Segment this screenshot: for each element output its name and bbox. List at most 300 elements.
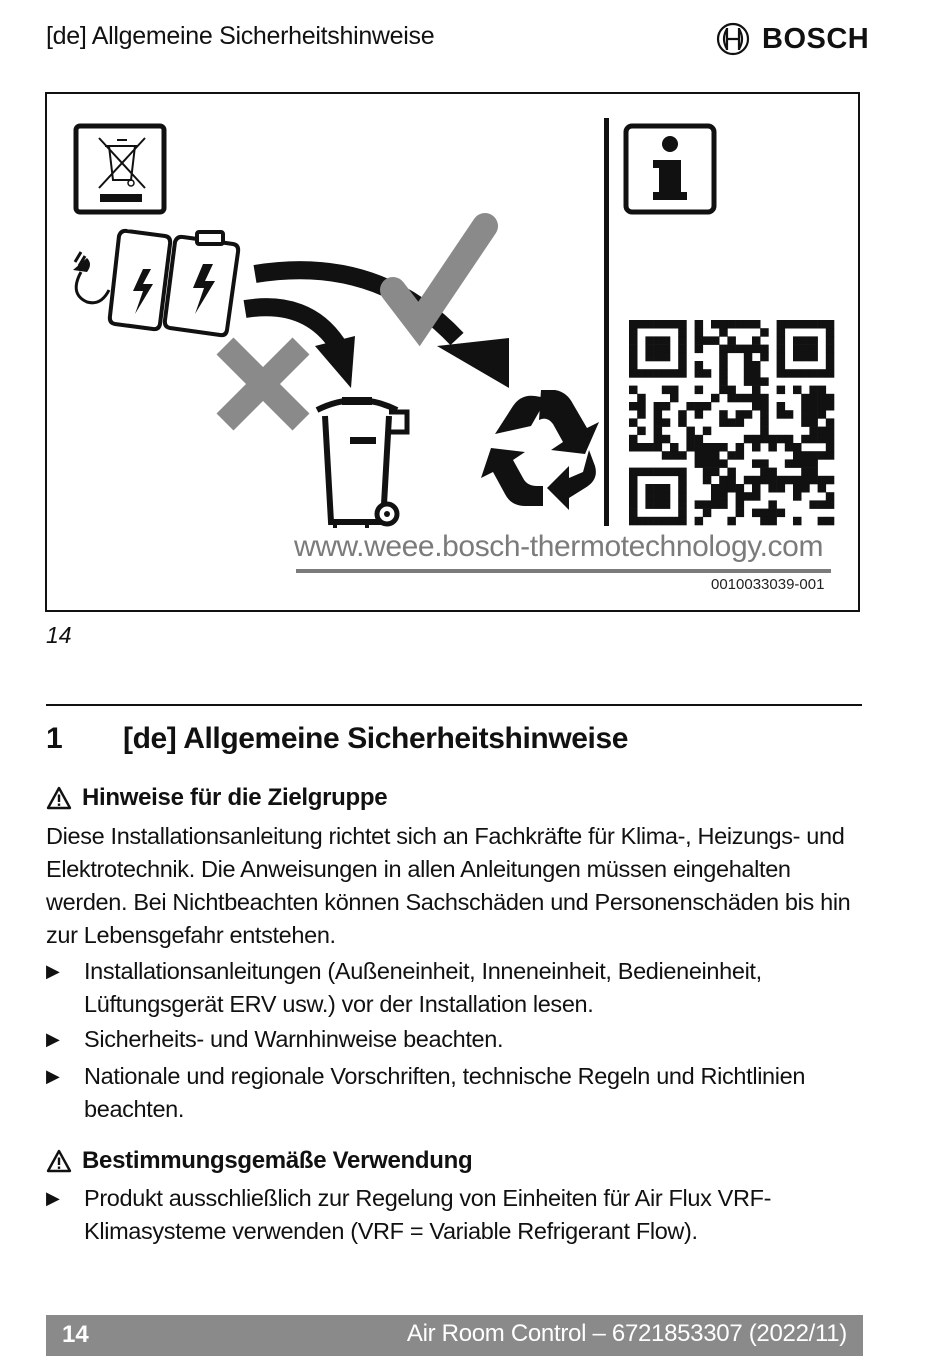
qr-module — [801, 468, 810, 477]
qr-module — [736, 345, 745, 354]
qr-module — [662, 336, 671, 345]
qr-module — [777, 484, 786, 493]
qr-module — [818, 394, 827, 403]
qr-module — [637, 369, 646, 378]
qr-module — [637, 320, 646, 329]
qr-module — [777, 353, 786, 362]
qr-module — [703, 369, 712, 378]
qr-module — [678, 500, 687, 509]
qr-module — [736, 418, 745, 427]
qr-module — [785, 369, 794, 378]
qr-module — [760, 435, 769, 444]
qr-module — [744, 476, 753, 485]
qr-module — [777, 369, 786, 378]
qr-module — [645, 369, 654, 378]
qr-module — [809, 353, 818, 362]
qr-module — [662, 369, 671, 378]
qr-module — [809, 369, 818, 378]
qr-module — [629, 369, 638, 378]
qr-module — [662, 320, 671, 329]
qr-module — [703, 468, 712, 477]
qr-module — [752, 435, 761, 444]
qr-module — [777, 328, 786, 337]
qr-module — [768, 443, 777, 452]
qr-module — [744, 377, 753, 386]
qr-module — [793, 476, 802, 485]
qr-module — [793, 320, 802, 329]
figure-number: 14 — [46, 622, 72, 648]
qr-module — [826, 320, 835, 329]
qr-module — [801, 369, 810, 378]
qr-module — [629, 418, 638, 427]
qr-module — [695, 435, 704, 444]
qr-module — [826, 361, 835, 370]
qr-module — [695, 443, 704, 452]
qr-module — [793, 336, 802, 345]
qr-module — [654, 353, 663, 362]
qr-module — [645, 517, 654, 526]
qr-module — [736, 451, 745, 460]
qr-module — [785, 459, 794, 468]
list-item-text: Installationsanleitungen (Außeneinheit, Inneneinheit, Bedieneinheit, Lüftungsgerät ERV usw.) vor der Installation lesen. — [84, 958, 762, 1017]
qr-module — [744, 492, 753, 501]
qr-module — [670, 386, 679, 395]
qr-module — [744, 361, 753, 370]
qr-module — [678, 509, 687, 517]
qr-module — [629, 476, 638, 485]
qr-module — [629, 509, 638, 517]
section-heading-intended-use — [46, 1147, 472, 1175]
qr-module — [629, 500, 638, 509]
qr-module — [662, 353, 671, 362]
qr-module — [801, 345, 810, 354]
qr-module — [760, 517, 769, 526]
qr-module — [662, 500, 671, 509]
qr-module — [678, 451, 687, 460]
qr-module — [670, 451, 679, 460]
weee-url[interactable]: www.weee.bosch-thermotechnology.com — [294, 530, 824, 563]
qr-module — [801, 435, 810, 444]
qr-module — [752, 492, 761, 501]
qr-module — [686, 443, 695, 452]
qr-module — [719, 328, 728, 337]
qr-module — [645, 345, 654, 354]
qr-module — [736, 509, 745, 517]
qr-module — [777, 476, 786, 485]
qr-module — [695, 402, 704, 411]
qr-module — [670, 394, 679, 403]
qr-module — [801, 451, 810, 460]
qr-module — [654, 484, 663, 493]
qr-module — [801, 394, 810, 403]
qr-module — [678, 492, 687, 501]
qr-module — [678, 418, 687, 427]
qr-module — [727, 386, 736, 395]
qr-module — [654, 402, 663, 411]
qr-module — [826, 427, 835, 436]
qr-module — [793, 353, 802, 362]
qr-module — [727, 517, 736, 526]
qr-module — [678, 320, 687, 329]
chapter-number: 1 — [46, 722, 63, 755]
qr-module — [785, 476, 794, 485]
qr-module — [826, 402, 835, 411]
qr-module — [752, 377, 761, 386]
qr-module — [777, 345, 786, 354]
qr-module — [637, 517, 646, 526]
qr-module — [678, 361, 687, 370]
qr-module — [736, 484, 745, 493]
battery-icon — [110, 231, 238, 335]
qr-module — [711, 484, 720, 493]
qr-module — [744, 435, 753, 444]
qr-module — [752, 443, 761, 452]
qr-module — [703, 427, 712, 436]
qr-module — [760, 345, 769, 354]
qr-module — [719, 418, 728, 427]
qr-module — [801, 476, 810, 485]
qr-module — [809, 410, 818, 419]
qr-module — [695, 500, 704, 509]
qr-module — [752, 402, 761, 411]
qr-module — [629, 484, 638, 493]
qr-module — [826, 345, 835, 354]
qr-module — [768, 517, 777, 526]
list-item — [46, 1182, 866, 1248]
qr-module — [719, 361, 728, 370]
qr-module — [768, 509, 777, 517]
qr-module — [645, 492, 654, 501]
qr-module — [768, 468, 777, 477]
qr-module — [793, 386, 802, 395]
qr-module — [793, 484, 802, 493]
qr-module — [826, 353, 835, 362]
qr-module — [736, 320, 745, 329]
qr-module — [752, 361, 761, 370]
qr-module — [777, 410, 786, 419]
section-paragraph: Diese Installationsanleitung richtet sich an Fachkräfte für Klima-, Heizungs- und Elektrotechnik. Die Anweisungen in allen Anleitungen müssen eingehalten werden. Bei Nichtbeachten können Sachschäden und Personenschäden bis hin zur Lebensgefahr entstehen. — [46, 823, 851, 948]
qr-module — [719, 443, 728, 452]
qr-module — [826, 476, 835, 485]
qr-module — [711, 500, 720, 509]
qr-module — [760, 468, 769, 477]
qr-module — [654, 468, 663, 477]
qr-module — [629, 361, 638, 370]
qr-module — [793, 459, 802, 468]
qr-module — [736, 394, 745, 403]
qr-module — [793, 451, 802, 460]
qr-module — [703, 509, 712, 517]
qr-module — [695, 369, 704, 378]
qr-module — [760, 459, 769, 468]
qr-module — [818, 484, 827, 493]
qr-module — [785, 443, 794, 452]
qr-module — [670, 468, 679, 477]
warning-triangle-icon — [46, 786, 72, 810]
qr-module — [826, 394, 835, 403]
qr-module — [695, 336, 704, 345]
qr-module — [654, 443, 663, 452]
weee-disposal-figure — [45, 92, 860, 612]
qr-module — [809, 435, 818, 444]
qr-module — [727, 394, 736, 403]
qr-module — [818, 320, 827, 329]
bullet-arrow-icon: ▶ — [46, 1066, 60, 1086]
qr-module — [719, 484, 728, 493]
qr-module — [629, 435, 638, 444]
qr-module — [654, 517, 663, 526]
qr-module — [670, 369, 679, 378]
qr-module — [818, 451, 827, 460]
footer-document-id: Air Room Control – 6721853307 (2022/11) — [406, 1320, 847, 1347]
crossed-out-wheelie-bin-icon — [76, 126, 164, 212]
qr-module — [818, 500, 827, 509]
trash-bin-icon — [317, 397, 407, 528]
qr-module — [662, 492, 671, 501]
qr-module — [760, 353, 769, 362]
qr-module — [826, 418, 835, 427]
qr-module — [736, 492, 745, 501]
qr-module — [793, 345, 802, 354]
qr-module — [654, 320, 663, 329]
qr-module — [793, 443, 802, 452]
section-heading-text: Bestimmungsgemäße Verwendung — [82, 1147, 473, 1174]
qr-module — [629, 328, 638, 337]
qr-module — [629, 320, 638, 329]
qr-module — [818, 369, 827, 378]
qr-module — [662, 386, 671, 395]
qr-module — [637, 410, 646, 419]
qr-module — [719, 377, 728, 386]
qr-module — [629, 443, 638, 452]
qr-module — [719, 476, 728, 485]
qr-module — [678, 476, 687, 485]
qr-module — [711, 394, 720, 403]
qr-module — [711, 443, 720, 452]
warning-triangle-icon — [46, 1149, 72, 1173]
qr-module — [818, 435, 827, 444]
qr-module — [826, 336, 835, 345]
qr-module — [654, 492, 663, 501]
qr-module — [695, 345, 704, 354]
qr-module — [695, 459, 704, 468]
qr-module — [826, 517, 835, 526]
footer-page-number: 14 — [62, 1321, 89, 1348]
qr-module — [695, 361, 704, 370]
qr-module — [703, 336, 712, 345]
cross-icon — [225, 346, 301, 422]
qr-module — [818, 427, 827, 436]
qr-module — [727, 418, 736, 427]
qr-code — [629, 320, 834, 525]
qr-module — [826, 328, 835, 337]
qr-module — [760, 328, 769, 337]
qr-module — [768, 484, 777, 493]
qr-module — [744, 353, 753, 362]
qr-module — [695, 517, 704, 526]
qr-module — [744, 345, 753, 354]
qr-module — [695, 320, 704, 329]
list-item — [46, 1060, 866, 1126]
qr-module — [703, 443, 712, 452]
chapter-heading — [46, 722, 628, 756]
qr-module — [752, 459, 761, 468]
qr-module — [752, 484, 761, 493]
qr-module — [760, 418, 769, 427]
qr-module — [703, 476, 712, 485]
qr-module — [809, 459, 818, 468]
qr-module — [793, 369, 802, 378]
qr-module — [809, 418, 818, 427]
qr-module — [760, 509, 769, 517]
qr-module — [809, 468, 818, 477]
qr-module — [629, 492, 638, 501]
qr-module — [752, 369, 761, 378]
qr-module — [760, 410, 769, 419]
qr-module — [727, 345, 736, 354]
brand-name: BOSCH — [762, 22, 870, 55]
list-item — [46, 955, 866, 1021]
qr-module — [809, 320, 818, 329]
qr-module — [645, 320, 654, 329]
qr-module — [662, 435, 671, 444]
qr-module — [826, 435, 835, 444]
qr-module — [826, 369, 835, 378]
qr-module — [678, 345, 687, 354]
qr-module — [809, 427, 818, 436]
qr-module — [809, 402, 818, 411]
info-icon — [626, 126, 714, 212]
qr-module — [678, 484, 687, 493]
qr-module — [809, 386, 818, 395]
list-item-text: Produkt ausschließlich zur Regelung von Einheiten für Air Flux VRF-Klimasysteme verwenden (VRF = Variable Refrigerant Flow). — [84, 1185, 772, 1244]
qr-module — [629, 345, 638, 354]
qr-module — [826, 492, 835, 501]
qr-module — [777, 509, 786, 517]
qr-module — [637, 468, 646, 477]
qr-module — [686, 402, 695, 411]
qr-module — [703, 500, 712, 509]
qr-module — [719, 410, 728, 419]
qr-module — [785, 410, 794, 419]
qr-module — [760, 394, 769, 403]
qr-module — [637, 402, 646, 411]
qr-module — [654, 410, 663, 419]
qr-module — [719, 492, 728, 501]
qr-module — [793, 517, 802, 526]
figure-image-id: 0010033039-001 — [711, 576, 825, 593]
list-item-text: Sicherheits- und Warnhinweise beachten. — [84, 1026, 504, 1052]
qr-module — [826, 451, 835, 460]
qr-module — [629, 386, 638, 395]
qr-module — [736, 500, 745, 509]
qr-module — [760, 402, 769, 411]
qr-module — [678, 468, 687, 477]
qr-module — [678, 369, 687, 378]
qr-module — [785, 435, 794, 444]
qr-module — [662, 418, 671, 427]
qr-module — [662, 345, 671, 354]
qr-module — [809, 336, 818, 345]
qr-module — [801, 418, 810, 427]
qr-module — [662, 468, 671, 477]
qr-module — [678, 353, 687, 362]
qr-module — [711, 459, 720, 468]
plug-icon — [73, 252, 109, 303]
qr-module — [801, 336, 810, 345]
qr-module — [654, 427, 663, 436]
section-heading-text: Hinweise für die Zielgruppe — [82, 784, 388, 811]
page-header-title: [de] Allgemeine Sicherheitshinweise — [46, 22, 435, 50]
qr-module — [826, 500, 835, 509]
qr-module — [670, 443, 679, 452]
bullet-arrow-icon: ▶ — [46, 961, 60, 981]
bosch-armature-icon — [716, 22, 750, 56]
qr-module — [711, 492, 720, 501]
qr-module — [662, 484, 671, 493]
qr-module — [629, 517, 638, 526]
qr-module — [637, 394, 646, 403]
qr-module — [695, 451, 704, 460]
qr-module — [801, 402, 810, 411]
qr-module — [818, 386, 827, 395]
qr-module — [629, 353, 638, 362]
qr-module — [809, 500, 818, 509]
qr-module — [777, 386, 786, 395]
qr-module — [629, 402, 638, 411]
qr-module — [818, 410, 827, 419]
qr-module — [752, 509, 761, 517]
qr-module — [719, 500, 728, 509]
qr-module — [744, 394, 753, 403]
qr-module — [768, 435, 777, 444]
qr-module — [752, 476, 761, 485]
bullet-arrow-icon: ▶ — [46, 1029, 60, 1049]
qr-module — [801, 459, 810, 468]
qr-module — [711, 320, 720, 329]
qr-module — [703, 459, 712, 468]
qr-module — [727, 451, 736, 460]
qr-module — [629, 468, 638, 477]
qr-module — [654, 345, 663, 354]
qr-module — [645, 443, 654, 452]
qr-module — [678, 517, 687, 526]
qr-module — [818, 402, 827, 411]
qr-module — [801, 410, 810, 419]
qr-module — [670, 320, 679, 329]
qr-module — [645, 353, 654, 362]
qr-module — [727, 320, 736, 329]
qr-module — [777, 320, 786, 329]
qr-module — [662, 517, 671, 526]
qr-module — [629, 336, 638, 345]
qr-module — [744, 369, 753, 378]
qr-module — [686, 427, 695, 436]
qr-module — [645, 500, 654, 509]
qr-module — [809, 476, 818, 485]
qr-module — [719, 320, 728, 329]
qr-module — [785, 320, 794, 329]
qr-module — [736, 410, 745, 419]
qr-module — [727, 336, 736, 345]
list-item-text: Nationale und regionale Vorschriften, technische Regeln und Richtlinien beachten. — [84, 1063, 806, 1122]
qr-module — [678, 336, 687, 345]
qr-module — [752, 345, 761, 354]
check-icon — [393, 226, 485, 324]
qr-module — [760, 377, 769, 386]
qr-module — [777, 361, 786, 370]
chapter-title: [de] Allgemeine Sicherheitshinweise — [123, 722, 629, 755]
